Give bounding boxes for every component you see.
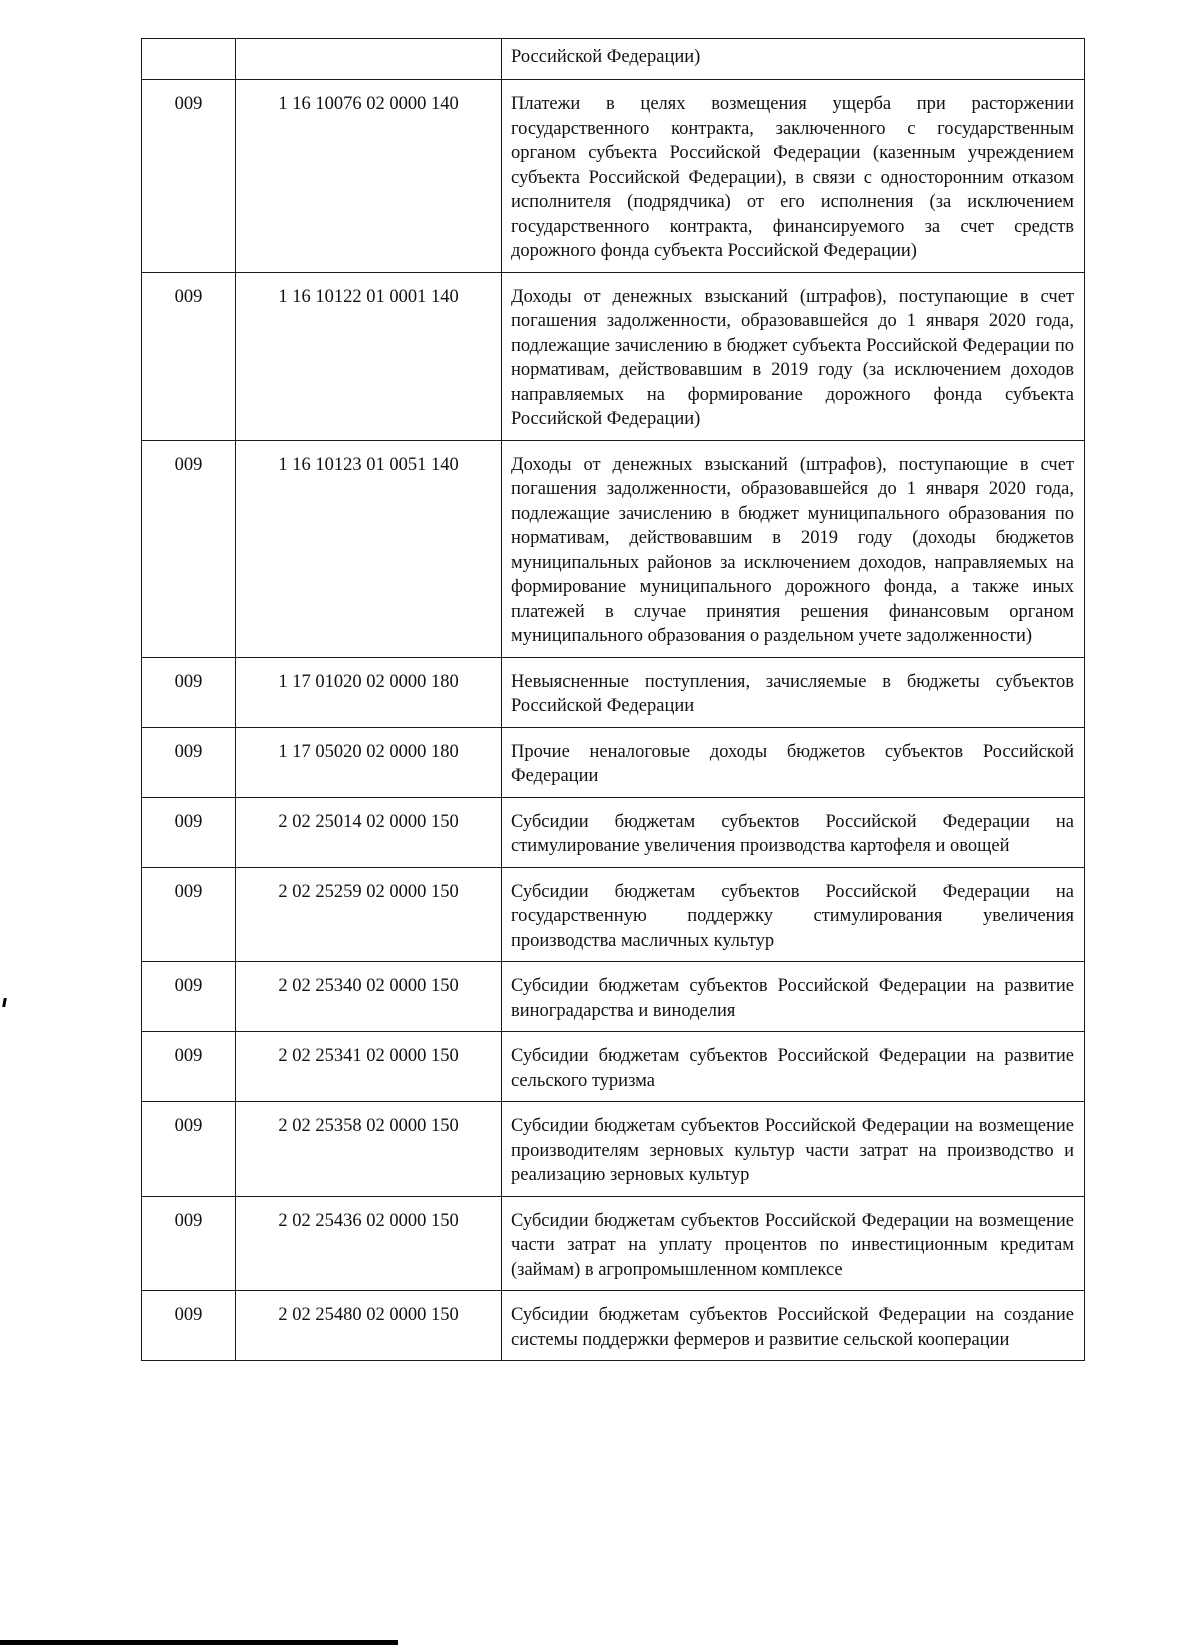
budget-code-cell: [236, 39, 502, 80]
table-row: [142, 867, 1085, 962]
admin-code-cell: 009: [142, 867, 236, 962]
budget-code-cell: 2 02 25340 02 0000 150: [236, 962, 502, 1032]
budget-code-cell: 1 17 05020 02 0000 180: [236, 727, 502, 797]
admin-code-cell: [142, 39, 236, 80]
revenue-name-cell: Субсидии бюджетам субъектов Российской Федерации на создание системы поддержки фермеров и развитие сельской кооперации: [502, 1291, 1085, 1361]
admin-code-cell: 009: [142, 1102, 236, 1197]
revenue-name-cell: Российской Федерации): [502, 39, 1085, 80]
budget-code-cell: 2 02 25014 02 0000 150: [236, 797, 502, 867]
table-row: [142, 1196, 1085, 1291]
table-row: [142, 1291, 1085, 1361]
budget-code-cell: 1 17 01020 02 0000 180: [236, 657, 502, 727]
admin-code-cell: 009: [142, 440, 236, 657]
table-row: [142, 272, 1085, 440]
admin-code-cell: 009: [142, 1196, 236, 1291]
footnote-rule: [0, 1640, 398, 1645]
budget-code-cell: 1 16 10076 02 0000 140: [236, 80, 502, 273]
admin-code-cell: 009: [142, 657, 236, 727]
revenue-name-cell: Субсидии бюджетам субъектов Российской Федерации на государственную поддержку стимулирования увеличения производства масличных культур: [502, 867, 1085, 962]
revenue-name-cell: Субсидии бюджетам субъектов Российской Федерации на возмещение части затрат на уплату процентов по инвестиционным кредитам (займам) в агропромышленном комплексе: [502, 1196, 1085, 1291]
budget-code-cell: 1 16 10123 01 0051 140: [236, 440, 502, 657]
table-row: [142, 727, 1085, 797]
admin-code-cell: 009: [142, 272, 236, 440]
budget-code-cell: 1 16 10122 01 0001 140: [236, 272, 502, 440]
admin-code-cell: 009: [142, 1291, 236, 1361]
admin-code-cell: 009: [142, 727, 236, 797]
revenue-name-cell: Платежи в целях возмещения ущерба при расторжении государственного контракта, заключенного с государственным органом субъекта Российской Федерации (казенным учреждением субъекта Российской Федерации), в связи с односторонним отказом исполнителя (подрядчика) от его исполнения (за исключением государственного контракта, финансируемого за счет средств дорожного фонда субъекта Российской Федерации): [502, 80, 1085, 273]
table-row: [142, 1032, 1085, 1102]
budget-code-cell: 2 02 25341 02 0000 150: [236, 1032, 502, 1102]
table-row: [142, 80, 1085, 273]
revenue-name-cell: Субсидии бюджетам субъектов Российской Федерации на развитие сельского туризма: [502, 1032, 1085, 1102]
revenue-name-cell: Субсидии бюджетам субъектов Российской Федерации на развитие виноградарства и виноделия: [502, 962, 1085, 1032]
table-row: [142, 657, 1085, 727]
budget-code-cell: 2 02 25358 02 0000 150: [236, 1102, 502, 1197]
admin-code-cell: 009: [142, 1032, 236, 1102]
revenue-name-cell: Доходы от денежных взысканий (штрафов), поступающие в счет погашения задолженности, образовавшейся до 1 января 2020 года, подлежащие зачислению в бюджет субъекта Российской Федерации по нормативам, действовавшим в 2019 году (за исключением доходов направляемых на формирование дорожного фонда субъекта Российской Федерации): [502, 272, 1085, 440]
budget-code-cell: 2 02 25480 02 0000 150: [236, 1291, 502, 1361]
revenue-name-cell: Невыясненные поступления, зачисляемые в бюджеты субъектов Российской Федерации: [502, 657, 1085, 727]
table-row: [142, 440, 1085, 657]
revenue-name-cell: Доходы от денежных взысканий (штрафов), поступающие в счет погашения задолженности, образовавшейся до 1 января 2020 года, подлежащие зачислению в бюджет муниципального образования по нормативам, действовавшим в 2019 году (доходы бюджетов муниципальных районов за исключением доходов, направляемых на формирование муниципального дорожного фонда, а также иных платежей в случае принятия решения финансовым органом муниципального образования о раздельном учете задолженности): [502, 440, 1085, 657]
table-row: [142, 962, 1085, 1032]
revenue-name-cell: Прочие неналоговые доходы бюджетов субъектов Российской Федерации: [502, 727, 1085, 797]
admin-code-cell: 009: [142, 80, 236, 273]
budget-code-cell: 2 02 25436 02 0000 150: [236, 1196, 502, 1291]
admin-code-cell: 009: [142, 962, 236, 1032]
admin-code-cell: 009: [142, 797, 236, 867]
table-row: [142, 1102, 1085, 1197]
revenue-name-cell: Субсидии бюджетам субъектов Российской Федерации на возмещение производителям зерновых культур части затрат на производство и реализацию зерновых культур: [502, 1102, 1085, 1197]
table-row-continuation: [142, 39, 1085, 80]
table-row: [142, 797, 1085, 867]
budget-code-cell: 2 02 25259 02 0000 150: [236, 867, 502, 962]
scan-margin-mark: [2, 998, 7, 1007]
revenue-name-cell: Субсидии бюджетам субъектов Российской Федерации на стимулирование увеличения производства картофеля и овощей: [502, 797, 1085, 867]
revenue-codes-table: [141, 38, 1085, 1361]
